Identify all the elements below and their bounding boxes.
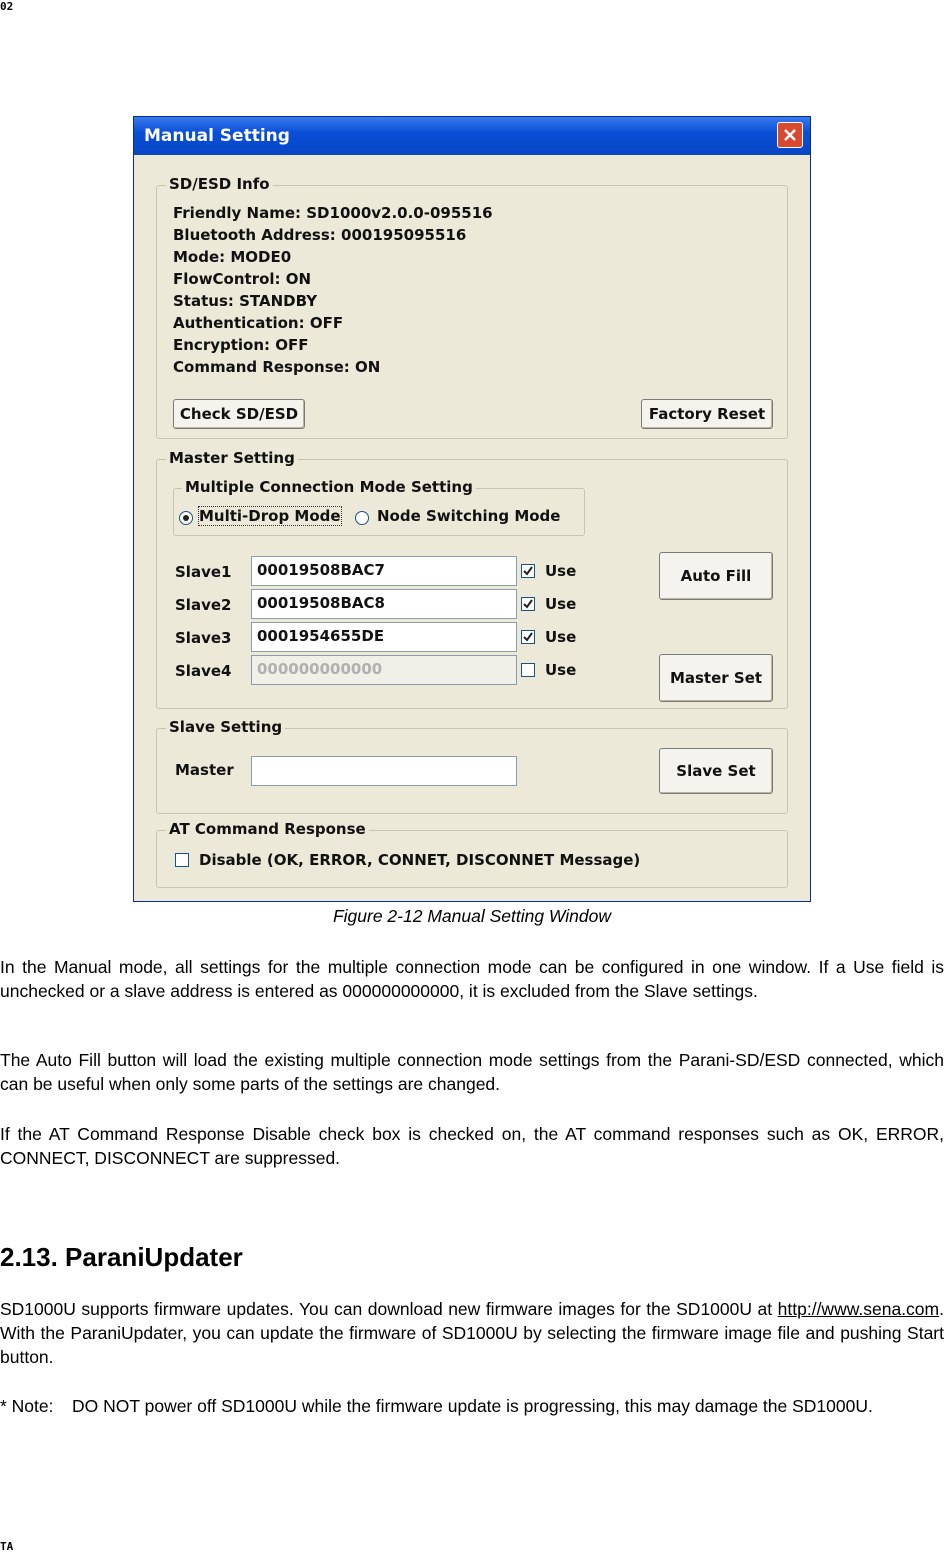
slave1-use-checkbox[interactable]	[521, 564, 535, 578]
slave2-label: Slave2	[175, 596, 232, 614]
master-setting-group	[156, 449, 788, 709]
note-text: DO NOT power off SD1000U while the firmware update is progressing, this may damage the SD1000U.	[72, 1396, 873, 1416]
info-mode: Mode: MODE0	[173, 248, 292, 266]
figure-caption: Figure 2-12 Manual Setting Window	[332, 906, 612, 926]
slave1-input[interactable]: 00019508BAC7	[251, 556, 517, 586]
multi-drop-radio[interactable]	[179, 511, 193, 525]
node-switching-radio[interactable]	[355, 511, 369, 525]
master-setting-title: Master Setting	[166, 449, 298, 467]
info-flow-control: FlowControl: ON	[173, 270, 312, 288]
sena-link[interactable]: http://www.sena.com	[777, 1299, 940, 1319]
master-label: Master	[175, 761, 234, 779]
slave2-use-checkbox[interactable]	[521, 597, 535, 611]
slave3-label: Slave3	[175, 629, 232, 647]
info-status: Status: STANDBY	[173, 292, 318, 310]
firmware-text-end: . With the ParaniUpdater, you can update the firmware of SD1000U by selecting the firmware image file and pushing Start button.	[0, 1299, 944, 1367]
slave3-input[interactable]: 0001954655DE	[251, 622, 517, 652]
info-friendly-name: Friendly Name: SD1000v2.0.0-095516	[173, 204, 493, 222]
slave-setting-title: Slave Setting	[166, 718, 285, 736]
note-prefix: * Note:	[0, 1396, 54, 1416]
slave1-label: Slave1	[175, 563, 232, 581]
master-set-button[interactable]: Master Set	[659, 654, 773, 702]
window-titlebar[interactable]	[134, 117, 810, 155]
note-block	[0, 1394, 944, 1418]
slave2-input[interactable]: 00019508BAC8	[251, 589, 517, 619]
page-corner-label-bottom: TA	[0, 1540, 14, 1553]
paragraph-manual-mode: In the Manual mode, all settings for the multiple connection mode can be configured in one window. If a Use field is unchecked or a slave address is entered as 000000000000, it is excluded from the Slave settings.	[0, 957, 944, 1001]
at-command-response-title: AT Command Response	[166, 820, 369, 838]
disable-at-response-checkbox[interactable]	[175, 853, 189, 867]
slave4-input[interactable]: 000000000000	[251, 655, 517, 685]
close-icon	[783, 128, 797, 142]
node-switching-label[interactable]: Node Switching Mode	[377, 507, 561, 525]
slave-setting-group	[156, 718, 788, 814]
info-encryption: Encryption: OFF	[173, 336, 309, 354]
check-icon	[523, 599, 533, 609]
section-heading: 2.13. ParaniUpdater	[0, 1242, 243, 1272]
master-address-input[interactable]	[251, 756, 517, 786]
connection-mode-title: Multiple Connection Mode Setting	[182, 478, 476, 496]
sd-esd-info-title: SD/ESD Info	[166, 175, 273, 193]
slave4-use-checkbox[interactable]	[521, 663, 535, 677]
window-title: Manual Setting	[144, 126, 290, 146]
disable-at-response-label: Disable (OK, ERROR, CONNET, DISCONNET Message)	[199, 851, 641, 869]
multi-drop-label[interactable]: Multi-Drop Mode	[199, 507, 341, 525]
slave-set-button[interactable]: Slave Set	[659, 748, 773, 794]
check-sd-esd-button[interactable]: Check SD/ESD	[173, 399, 305, 429]
info-bluetooth-address: Bluetooth Address: 000195095516	[173, 226, 467, 244]
manual-setting-window	[133, 116, 811, 902]
slave3-use-label: Use	[545, 628, 577, 646]
connection-mode-group	[173, 478, 585, 536]
slave3-use-checkbox[interactable]	[521, 630, 535, 644]
at-command-response-group	[156, 820, 788, 888]
check-icon	[523, 632, 533, 642]
check-icon	[523, 566, 533, 576]
auto-fill-button[interactable]: Auto Fill	[659, 552, 773, 600]
firmware-text-start: SD1000U supports firmware updates. You can download new firmware images for the SD1000U at	[0, 1299, 778, 1319]
paragraph-at-response: If the AT Command Response Disable check box is checked on, the AT command responses such as OK, ERROR, CONNECT, DISCONNECT are suppressed.	[0, 1124, 944, 1168]
slave4-use-label: Use	[545, 661, 577, 679]
info-command-response: Command Response: ON	[173, 358, 381, 376]
close-button[interactable]	[777, 122, 803, 148]
slave4-label: Slave4	[175, 662, 232, 680]
info-authentication: Authentication: OFF	[173, 314, 344, 332]
slave1-use-label: Use	[545, 562, 577, 580]
paragraph-firmware-update	[0, 1297, 944, 1369]
slave2-use-label: Use	[545, 595, 577, 613]
sd-esd-info-group	[156, 175, 788, 439]
page-corner-label-top: 02	[0, 0, 14, 13]
paragraph-auto-fill: The Auto Fill button will load the existing multiple connection mode settings from the Parani-SD/ESD connected, which can be useful when only some parts of the settings are changed.	[0, 1050, 944, 1094]
factory-reset-button[interactable]: Factory Reset	[641, 399, 773, 429]
